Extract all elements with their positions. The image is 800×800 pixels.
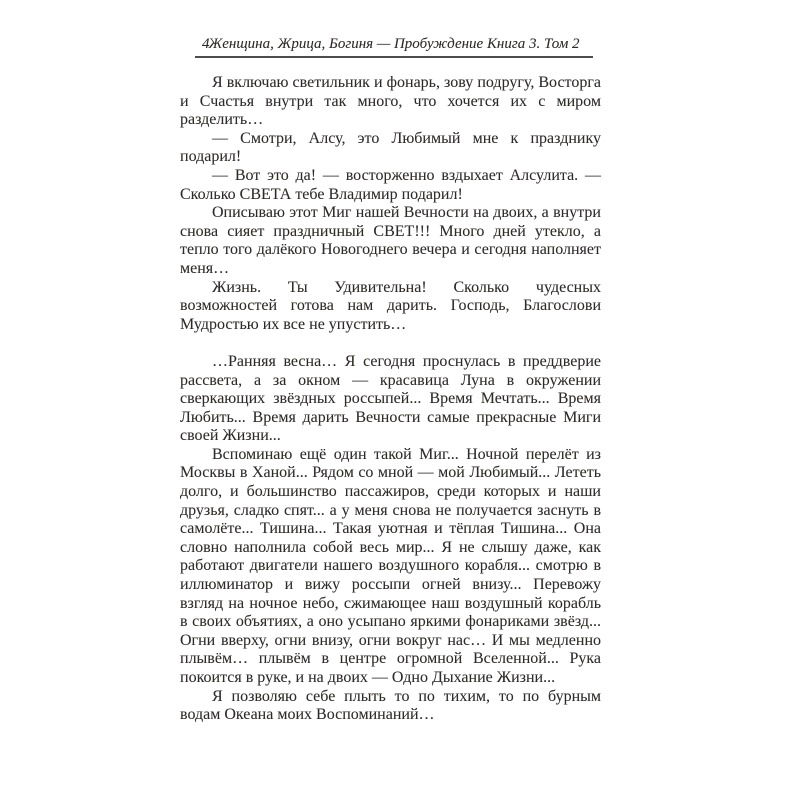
running-header xyxy=(195,36,593,58)
running-title: Женщина, Жрица, Богиня — Пробуждение Книга 3. Том 2 xyxy=(208,36,580,52)
paragraph: …Ранняя весна… Я сегодня проснулась в преддверие рассвета, а за окном — красавица Луна в окружении сверкающих звёздных россыпей... Время Мечтать... Время Любить... Время дарить Вечности самые прекрасные Миги своей Жизни... xyxy=(180,352,601,445)
page-number: 4 xyxy=(202,36,210,52)
paragraph: — Смотри, Алсу, это Любимый мне к празднику подарил! xyxy=(180,129,601,166)
paragraph: Я позволяю себе плыть то по тихим, то по бурным водам Океана моих Воспоминаний… xyxy=(180,687,601,724)
paragraph: — Вот это да! — восторженно вздыхает Алсулита. — Сколько СВЕТА тебе Владимир подарил! xyxy=(180,166,601,203)
paragraph: Жизнь. Ты Удивительна! Сколько чудесных возможностей готова нам дарить. Господь, Благослови Мудростью их все не упустить… xyxy=(180,278,601,333)
page-body xyxy=(180,74,601,725)
paragraph: Я включаю светильник и фонарь, зову подругу, Восторга и Счастья внутри так много, что хочется их с миром разделить… xyxy=(180,74,601,129)
paragraph: Описываю этот Миг нашей Вечности на двоих, а внутри снова сияет праздничный СВЕТ!!! Много дней утекло, а тепло того далёкого Новогоднего вечера и сегодня наполняет меня… xyxy=(180,204,601,277)
paragraph: Вспоминаю ещё один такой Миг... Ночной перелёт из Москвы в Ханой... Рядом со мной — мой Любимый... Лететь долго, и большинство пассажиров, среди которых и наши друзья, сладко спят... а у меня снова не получается заснуть в самолёте... Тишина... Такая уютная и тёплая Тишина... Она словно наполнила собой весь мир... Я не слышу даже, как работают двигатели нашего воздушного корабля... смотрю в иллюминатор и вижу россыпи огней внизу... Перевожу взгляд на ночное небо, сжимающее наш воздушный корабль в своих объятиях, а оно усыпано яркими фонариками звёзд... Огни вверху, огни внизу, огни вокруг нас… И мы медленно плывём… плывём в центре огромной Вселенной... Рука покоится в руке, и на двоих — Одно Дыхание Жизни... xyxy=(180,445,601,686)
